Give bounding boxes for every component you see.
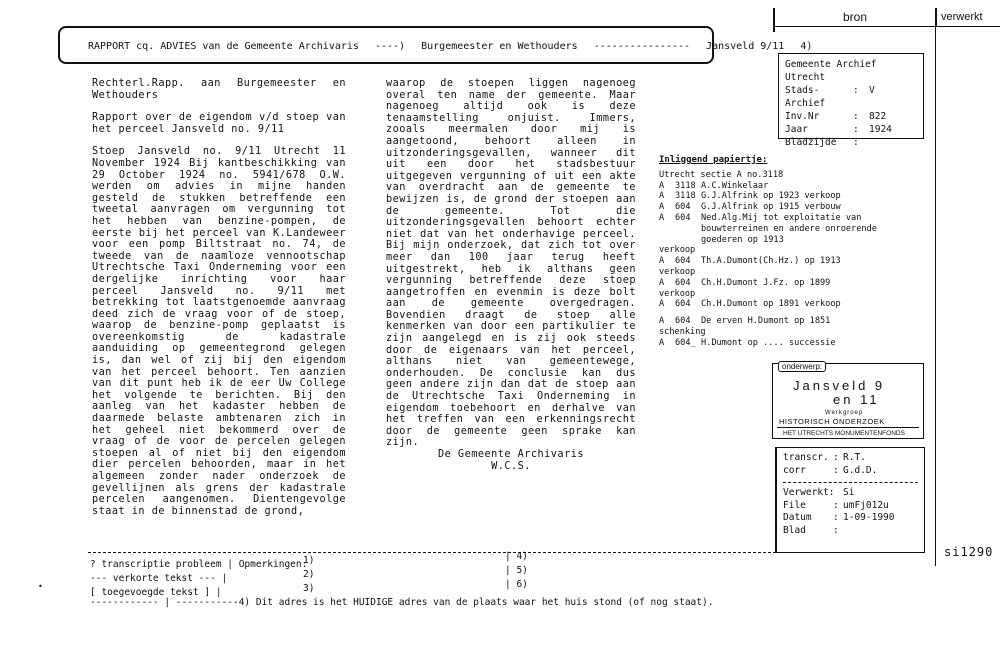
title-recipient: Burgemeester en Wethouders	[421, 41, 578, 52]
enclosed-note-cell: A	[659, 277, 665, 288]
enclosed-note-cell: A	[659, 212, 665, 223]
transcr-row: Verwerkt: Si	[783, 487, 855, 498]
enclosed-note-cell: A	[659, 337, 665, 348]
enclosed-note-cell: De erven H.Dumont op 1851	[701, 316, 831, 327]
enclosed-note-row	[659, 256, 881, 267]
enclosed-note-row	[659, 213, 881, 245]
enclosed-note-cell: 3118	[675, 191, 696, 202]
signature-initials: W.C.S.	[491, 460, 531, 472]
enclosed-note-cell: G.J.Alfrink op 1915 verbouw	[701, 202, 841, 213]
archive-row: Inv.Nr : 822	[785, 111, 887, 122]
enclosed-note-cell: 604	[675, 316, 691, 327]
enclosed-note-cell: 3118	[675, 180, 696, 191]
enclosed-note-cell: 604	[675, 256, 691, 267]
enclosed-note-cell: A	[659, 256, 665, 267]
archive-info-box	[778, 53, 924, 148]
transcr-row: Datum : 1-09-1990	[783, 512, 895, 523]
letter-body: Stoep Jansveld no. 9/11 Utrecht 11 November 1924 Bij kantbeschikking van 29 October 1924 no. 5941/678 O.W. werden om advies in mijne handen gesteld de stukken betreffende een tweetal aanvragen om vergunning tot het hebben van benzine-pompen, de eerste bij het perceel van K.Landeweer voor een pomp Biltstraat no. 74, de tweede van de naamloze vennootschap Utrechtsche Taxi Onderneming voor een dergelijke inrichting voor haar perceel Jansveld no. 9/11 met betrekking tot laatstgenoemde aanvraag deed zich de vraag voor of de stoep, waarop de benzine-pomp geplaatst is overeenkomstig de kadastrale aanduiding op gemeentegrond gelegen is, dan wel of zij bij den eigendom van het perceel behoort. Ten aanzien van dit punt heb ik de eer Uw College het volgende te berichten. Bij den aanleg van het kadaster hebben de daarmede belaste ambtenaren zich in het geheel niet bekommerd over de vraag of de voor de percelen gelegen stoepen al of niet bij den eigendom dier percelen behoorden, maar in het algemeen zonder nader onderzoek de gevellijnen als grens der kadastrale percelen aangenomen. Dientengevolge staat in de binnenstad de grond,	[92, 146, 346, 517]
remark-number: | 6)	[505, 579, 528, 590]
enclosed-note-cell: A.C.Winkelaar	[701, 180, 769, 191]
letter-body-continued: waarop de stoepen liggen nagenoeg overal ten name der gemeente. Maar nagenoeg altijd ook is deze tenaamstelling onjuist. Immers, zooals meermalen door mij is aangetoond, behoort alleen in uitzonderingsgevallen, wanneer dit uit een door het stadsbestuur uitgegeven vergunning of uit een akte van overdracht aan de gemeente te bewijzen is, de grond der stoepen aan de gemeente. Tot die uitzonderingsgevallen behoort echter niet dat van het onderhavige perceel. Bij mijn onderzoek, dat zich tot over meer dan 100 jaar terug heeft uitgestrekt, heb ik althans geen vergunning betreffende deze stoep aangetroffen en evenmin is deze bolt aan de gemeente overgedragen. Bovendien draagt de stoep alle kenmerken van door een partikulier te zijn aangelegd en is zij ook steeds door de eigenaars van het perceel, althans niet van gemeentewege, onderhouden. De conclusie kan dus geen andere zijn dan dat de stoep aan de Utrechtsche Taxi Onderneming in eigendom toebehoort en derhalve van het treffen van een erkenningsrecht door de gemeente geen sprake kan zijn.	[386, 78, 636, 449]
transcription-box	[775, 447, 925, 553]
enclosed-note-row	[659, 267, 881, 278]
remark-number: 2)	[303, 569, 315, 580]
archive-row: Bladzijde :	[785, 137, 859, 148]
title-arrow: ----)	[374, 41, 406, 52]
transcr-row: Blad :	[783, 524, 839, 536]
enclosed-note-cell: 604_	[675, 337, 696, 348]
margin-dot: •	[38, 582, 43, 591]
werkgroep-label: Werkgroep	[825, 410, 864, 416]
enclosed-note-cell: A	[659, 299, 665, 310]
enclosed-note-text: verkoop	[659, 288, 696, 299]
letter-column-right	[386, 78, 636, 472]
legend-added-text: [ toegevoegde tekst ] |	[90, 587, 222, 598]
enclosed-note-cell: 604	[675, 299, 691, 310]
processed-stamp: si1290	[944, 545, 994, 559]
archive-name: Gemeente Archief Utrecht	[785, 59, 877, 83]
enclosed-note-cell: A	[659, 180, 665, 191]
verwerkt-column-header: verwerkt	[935, 8, 1000, 27]
enclosed-note-cell: G.J.Alfrink op 1923 verkoop	[701, 191, 841, 202]
historisch-onderzoek-label: HISTORISCH ONDERZOEK	[779, 417, 885, 426]
enclosed-note-cell: Th.A.Dumont(Ch.Hz.) op 1913	[701, 256, 841, 267]
transcr-divider	[783, 482, 918, 483]
archive-row: Jaar : 1924	[785, 124, 892, 135]
remark-number: 1)	[303, 555, 315, 566]
enclosed-note-text: Utrecht sectie A no.3118	[659, 169, 784, 180]
letter-heading: Rechterl.Rapp. aan Burgemeester en Wethouders	[92, 78, 346, 101]
monumentenfonds-label: HET UTRECHTS MONUMENTENFONDS	[783, 430, 905, 437]
legend-transcription-problem: ? transcriptie probleem | Opmerkingen:	[90, 559, 308, 570]
enclosed-note-row	[659, 191, 881, 202]
enclosed-note-heading: Inliggend papiertje:	[659, 155, 768, 165]
bron-column-header: bron	[773, 8, 935, 27]
enclosed-note-cell: 604	[675, 212, 691, 223]
enclosed-note-cell: H.Dumont op .... successie	[701, 337, 836, 348]
letter-column-left	[92, 78, 346, 528]
enclosed-note-text: verkoop	[659, 266, 696, 277]
enclosed-note-row	[659, 278, 881, 289]
enclosed-note-row	[659, 338, 881, 349]
legend-shortened-text: --- verkorte tekst --- |	[90, 573, 228, 584]
title-address: Jansveld 9/11	[706, 41, 785, 52]
subject-divider	[777, 427, 919, 428]
title-note: 4)	[800, 41, 813, 52]
archive-row: Stads-Archief : V	[785, 85, 875, 109]
enclosed-note-cell: A	[659, 316, 665, 327]
footnote-address: ------------ | -----------4) Dit adres is het HUIDIGE adres van de plaats waar het huis stond (of nog staat).	[90, 597, 714, 608]
title-dashes: ----------------	[593, 41, 691, 52]
enclosed-note-row	[659, 327, 881, 338]
signature-title: De Gemeente Archivaris	[438, 449, 584, 460]
remark-number: | 4)	[505, 551, 528, 562]
enclosed-note-cell: 604	[675, 277, 691, 288]
subject-box	[772, 363, 924, 439]
enclosed-note-row	[659, 316, 881, 327]
title-report: RAPPORT cq. ADVIES van de Gemeente Archivaris	[88, 41, 359, 52]
enclosed-note-row	[659, 289, 881, 300]
enclosed-note-row	[659, 299, 881, 310]
enclosed-note-cell: 604	[675, 202, 691, 213]
enclosed-note	[659, 155, 881, 349]
title-bar	[58, 26, 813, 64]
letter-subject: Rapport over de eigendom v/d stoep van het perceel Jansveld no. 9/11	[92, 112, 346, 135]
enclosed-note-row	[659, 170, 881, 181]
column-divider	[935, 26, 936, 566]
column-divider	[773, 26, 775, 32]
transcr-row: corr : G.d.D.	[783, 464, 878, 476]
enclosed-note-text: schenking	[659, 326, 706, 337]
enclosed-note-cell: Ned.Alg.Mij tot exploitatie van bouwterreinen en andere onroerende goederen op 1913	[701, 212, 877, 245]
enclosed-note-row	[659, 181, 881, 192]
remark-number: | 5)	[505, 565, 528, 576]
enclosed-note-cell: A	[659, 202, 665, 213]
remark-number: 3)	[303, 583, 315, 594]
subject-line-2: en 11	[833, 392, 880, 407]
enclosed-note-row	[659, 202, 881, 213]
subject-label: onderwerp:	[778, 361, 826, 372]
enclosed-note-cell: Ch.H.Dumont J.Fz. op 1899	[701, 277, 831, 288]
enclosed-note-text: verkoop	[659, 245, 696, 256]
enclosed-note-cell: Ch.H.Dumont op 1891 verkoop	[701, 299, 841, 310]
enclosed-note-cell: A	[659, 191, 665, 202]
subject-line-1: Jansveld 9	[793, 378, 886, 393]
enclosed-note-row	[659, 245, 881, 256]
transcr-row: File : umFj012u	[783, 499, 889, 511]
transcr-row: transcr. : R.T.	[783, 452, 866, 463]
bottom-divider	[88, 552, 776, 553]
